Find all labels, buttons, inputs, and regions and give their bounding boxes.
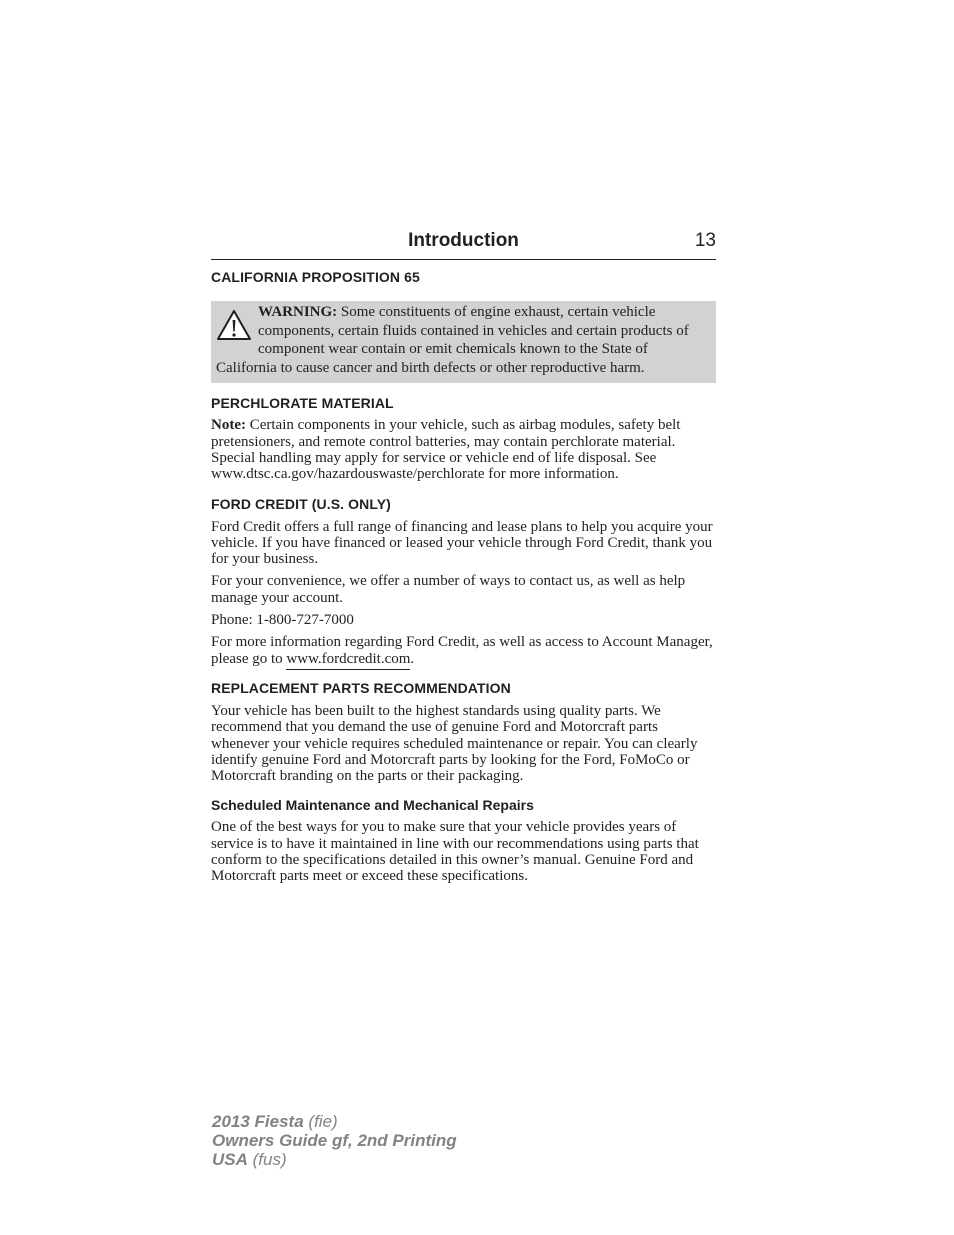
- footer-line3: [212, 1150, 457, 1169]
- perchlorate-heading: PERCHLORATE MATERIAL: [211, 395, 394, 412]
- california-heading: CALIFORNIA PROPOSITION 65: [211, 269, 420, 285]
- ford-credit-heading: FORD CREDIT (U.S. ONLY): [211, 495, 391, 512]
- ford-credit-para4-text: For more information regarding Ford Credit, as well as access to Account Manager, please go to: [211, 634, 713, 667]
- chapter-title: Introduction: [408, 230, 519, 251]
- scheduled-maintenance-para: One of the best ways for you to make sure that your vehicle provides years of service is to have it maintained in line with our recommendations using parts that conform to the specifications detailed in this owner’s manual. Genuine Ford and Motorcraft parts meet or exceed these specifications.: [211, 819, 699, 885]
- fordcredit-link[interactable]: www.fordcredit.com: [286, 651, 410, 670]
- ford-credit-para4-end: .: [410, 650, 415, 667]
- note-body: Certain components in your vehicle, such as airbag modules, safety belt pretensioners, and remote control batteries, may contain perchlorate material. Special handling may apply for service or vehicle end of life disposal. See www.dtsc.ca.gov/hazardouswaste/perchlorate for more information.: [211, 417, 681, 483]
- warning-text: [216, 303, 710, 377]
- warning-label: WARNING:: [258, 304, 338, 320]
- warning-box: [211, 301, 716, 383]
- replacement-parts-para: Your vehicle has been built to the highest standards using quality parts. We recommend that you demand the use of genuine Ford and Motorcraft parts whenever your vehicle requires scheduled maintenance or repair. You can clearly identify genuine Ford and Motorcraft parts by looking for the Ford, FoMoCo or Motorcraft branding on the parts or their packaging.: [211, 702, 698, 785]
- footer-line2: [212, 1131, 457, 1150]
- footer-market-code: (fus): [247, 1150, 287, 1169]
- page-footer: [212, 1112, 457, 1169]
- page-header: [211, 229, 716, 260]
- ford-credit-para4: [211, 634, 716, 667]
- replacement-parts-heading: REPLACEMENT PARTS RECOMMENDATION: [211, 679, 511, 696]
- ford-credit-para2: For your convenience, we offer a number of ways to contact us, as well as help manage your account.: [211, 573, 686, 606]
- perchlorate-note: [211, 417, 716, 482]
- footer-guide: Owners Guide gf, 2nd Printing: [212, 1131, 457, 1150]
- warning-body: Some constituents of engine exhaust, certain vehicle components, certain fluids contained in vehicles and certain products of component wear contain or emit chemicals known to the State of California to cause cancer and birth defects or other reproductive harm.: [216, 304, 689, 376]
- ford-credit-para1: Ford Credit offers a full range of financing and lease plans to help you acquire your vehicle. If you have financed or leased your vehicle through Ford Credit, thank you for your business.: [211, 518, 713, 568]
- footer-line1: [212, 1112, 457, 1131]
- scheduled-maintenance-heading: Scheduled Maintenance and Mechanical Repairs: [211, 797, 534, 814]
- footer-model: 2013 Fiesta: [212, 1112, 304, 1131]
- warning-triangle-icon: [216, 307, 252, 343]
- footer-market: USA: [212, 1150, 248, 1169]
- ford-credit-phone: Phone: 1-800-727-7000: [211, 612, 354, 629]
- page-number: 13: [694, 230, 716, 251]
- note-label: Note:: [211, 417, 246, 434]
- manual-page: [211, 229, 716, 885]
- footer-model-code: (fie): [303, 1112, 338, 1131]
